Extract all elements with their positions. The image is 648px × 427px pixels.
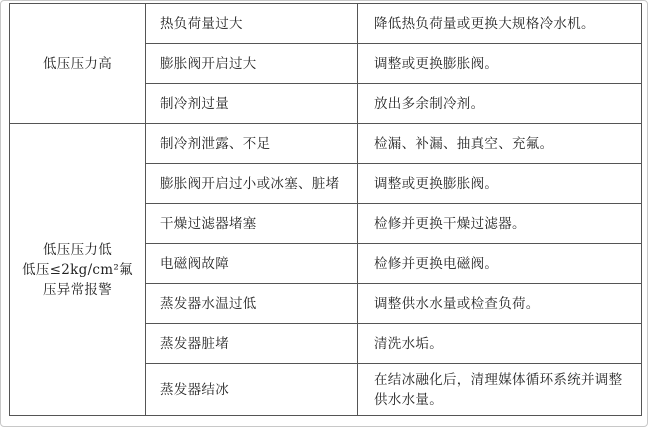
- fault-remedy-cell: 清洗水垢。: [358, 324, 642, 364]
- fault-symptom-line: 低压压力低: [43, 241, 112, 258]
- fault-cause-cell: 干燥过滤器堵塞: [146, 204, 358, 244]
- fault-symptom-line: 压异常报警: [43, 281, 112, 298]
- fault-cause-cell: 膨胀阀开启过大: [146, 44, 358, 84]
- fault-cause-cell: 蒸发器结冰: [146, 364, 358, 416]
- fault-remedy-cell: 降低热负荷量或更换大规格冷水机。: [358, 4, 642, 44]
- fault-symptom-cell: [10, 4, 146, 124]
- fault-symptom-line: 低压≤2kg/cm²氟: [22, 261, 133, 278]
- table-row: [10, 124, 642, 164]
- fault-cause-cell: 膨胀阀开启过小或冰塞、脏堵: [146, 164, 358, 204]
- fault-remedy-cell: 调整或更换膨胀阀。: [358, 44, 642, 84]
- fault-cause-cell: 电磁阀故障: [146, 244, 358, 284]
- fault-table: [9, 3, 642, 416]
- fault-remedy-cell: 放出多余制冷剂。: [358, 84, 642, 124]
- fault-cause-cell: 制冷剂泄露、不足: [146, 124, 358, 164]
- fault-cause-cell: 制冷剂过量: [146, 84, 358, 124]
- fault-remedy-cell: 检修并更换干燥过滤器。: [358, 204, 642, 244]
- fault-remedy-cell: 调整供水水量或检查负荷。: [358, 284, 642, 324]
- fault-cause-cell: 蒸发器脏堵: [146, 324, 358, 364]
- fault-remedy-cell: 检修并更换电磁阀。: [358, 244, 642, 284]
- fault-remedy-cell: 在结冰融化后，清理媒体循环系统并调整供水水量。: [358, 364, 642, 416]
- fault-cause-cell: 热负荷量过大: [146, 4, 358, 44]
- table-row: [10, 4, 642, 44]
- fault-remedy-cell: 调整或更换膨胀阀。: [358, 164, 642, 204]
- fault-symptom-line: 低压压力高: [43, 55, 112, 72]
- fault-remedy-cell: 检漏、补漏、抽真空、充氟。: [358, 124, 642, 164]
- fault-cause-cell: 蒸发器水温过低: [146, 284, 358, 324]
- fault-symptom-cell: [10, 124, 146, 416]
